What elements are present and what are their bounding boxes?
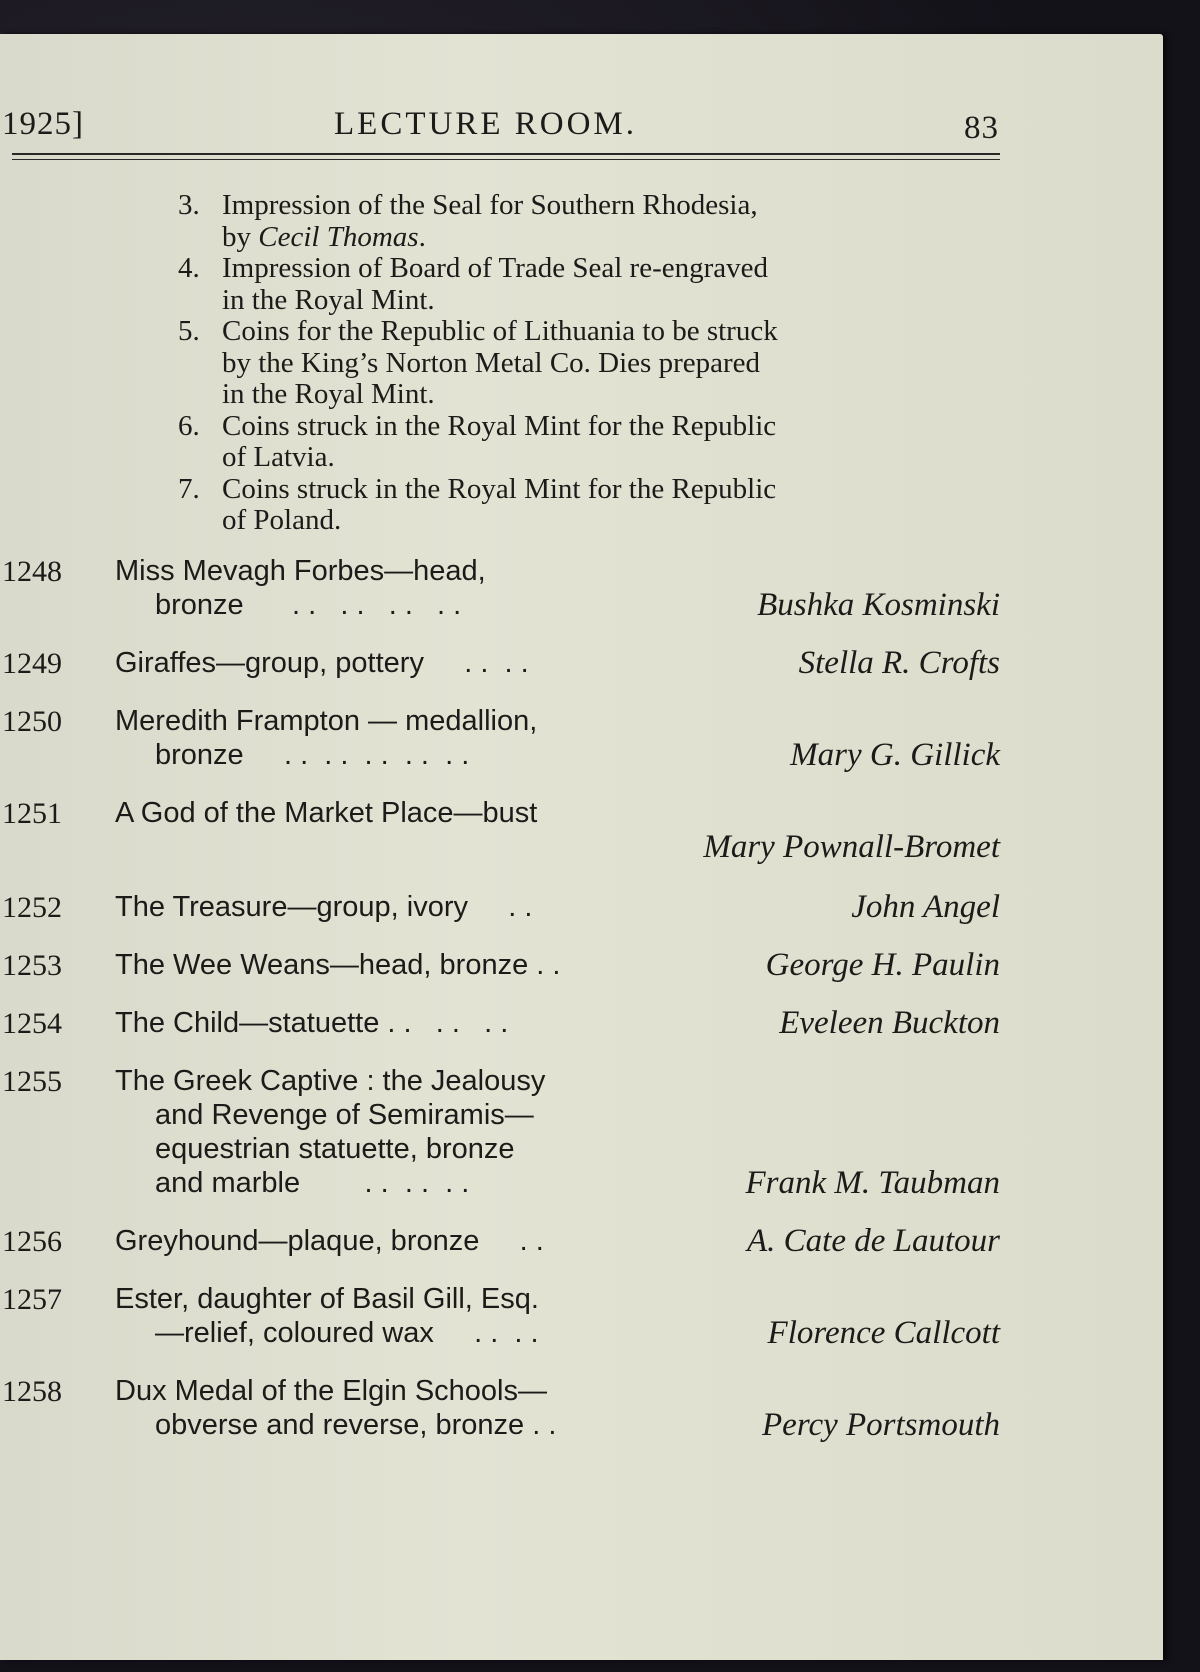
note-number: 4.	[178, 252, 200, 284]
entry-number: 1258	[2, 1375, 62, 1408]
entry-number: 1249	[2, 647, 62, 680]
catalogue-entry	[0, 646, 1005, 680]
catalogue-entry	[0, 554, 1005, 622]
entry-line	[0, 1224, 1005, 1258]
entry-line	[0, 1166, 1005, 1200]
entry-number: 1255	[2, 1065, 62, 1098]
entry-number: 1254	[2, 1007, 62, 1040]
note-line: of Poland.	[222, 504, 342, 536]
entry-artist: Eveleen Buckton	[779, 1005, 1000, 1041]
note-line: by the King’s Norton Metal Co. Dies prepared	[222, 346, 761, 379]
entry-title: The Greek Captive : the Jealousy	[115, 1065, 546, 1097]
note-line: Coins struck in the Royal Mint for the Republic	[222, 409, 777, 442]
note-item	[178, 411, 1000, 474]
header-rule	[12, 153, 1000, 155]
note-line: Coins struck in the Royal Mint for the Republic	[222, 472, 777, 505]
catalogue-entry	[0, 1064, 1005, 1200]
book-page	[0, 34, 1163, 1660]
catalogue-entry	[0, 1006, 1005, 1040]
catalogue-entry	[0, 1282, 1005, 1350]
entry-title: A God of the Market Place—bust	[115, 797, 538, 829]
entry-line	[0, 948, 1005, 982]
header-year: 1925]	[2, 106, 84, 142]
entry-artist: Frank M. Taubman	[745, 1165, 1000, 1201]
catalogue-entries	[0, 554, 1005, 1466]
header-rule-thin	[12, 159, 1000, 160]
entry-line	[0, 738, 1005, 772]
catalogue-entry	[0, 704, 1005, 772]
entry-artist: A. Cate de Lautour	[747, 1223, 1000, 1259]
page-number: 83	[964, 110, 999, 146]
entry-title: The Wee Weans—head, bronze . .	[115, 949, 561, 981]
note-number: 5.	[178, 315, 200, 347]
entry-title: The Treasure—group, ivory . .	[115, 891, 533, 923]
note-item	[178, 316, 1000, 411]
catalogue-entry	[0, 1374, 1005, 1442]
header-title: LECTURE ROOM.	[334, 106, 637, 142]
entry-title: Ester, daughter of Basil Gill, Esq.	[115, 1283, 539, 1315]
note-line: in the Royal Mint.	[222, 378, 435, 410]
entry-title-continued: —relief, coloured wax . . . .	[155, 1317, 539, 1349]
entry-title: Miss Mevagh Forbes—head,	[115, 555, 486, 587]
entry-line	[0, 1006, 1005, 1040]
entry-artist: Mary G. Gillick	[790, 737, 1000, 773]
entry-artist: Bushka Kosminski	[757, 587, 1000, 623]
entry-artist: John Angel	[851, 889, 1000, 925]
entry-artist: Stella R. Crofts	[798, 645, 1000, 681]
notes-list	[178, 190, 1000, 537]
entry-line	[0, 1408, 1005, 1442]
entry-number: 1252	[2, 891, 62, 924]
note-line: Coins for the Republic of Lithuania to be struck	[222, 315, 778, 347]
entry-title-continued: and marble . . . . . .	[155, 1167, 470, 1199]
entry-title-continued: equestrian statuette, bronze	[155, 1133, 515, 1165]
catalogue-entry	[0, 796, 1005, 866]
page-header	[0, 106, 1000, 156]
entry-title-continued: bronze . . . . . . . . . .	[155, 739, 470, 771]
entry-artist: Percy Portsmouth	[762, 1407, 1000, 1443]
catalogue-entry	[0, 890, 1005, 924]
note-number: 6.	[178, 409, 200, 442]
note-line: Impression of the Seal for Southern Rhodesia,	[222, 189, 758, 221]
entry-line	[0, 588, 1005, 622]
catalogue-entry	[0, 948, 1005, 982]
note-item	[178, 190, 1000, 253]
entry-title-continued: bronze . . . . . . . .	[155, 589, 462, 621]
note-line: of Latvia.	[222, 441, 335, 473]
entry-artist: Florence Callcott	[767, 1315, 1000, 1351]
entry-line	[0, 830, 1005, 866]
catalogue-entry	[0, 1224, 1005, 1258]
entry-line	[0, 646, 1005, 680]
note-number: 7.	[178, 472, 200, 505]
entry-number: 1257	[2, 1283, 62, 1316]
entry-number: 1250	[2, 705, 62, 738]
entry-number: 1253	[2, 949, 62, 982]
entry-number: 1251	[2, 797, 62, 830]
entry-number: 1256	[2, 1225, 62, 1258]
entry-number: 1248	[2, 555, 62, 588]
note-number: 3.	[178, 189, 200, 221]
entry-title-continued: and Revenge of Semiramis—	[155, 1099, 534, 1131]
entry-title: Greyhound—plaque, bronze . .	[115, 1225, 544, 1257]
entry-artist: Mary Pownall-Bromet	[703, 829, 1000, 865]
entry-title: Dux Medal of the Elgin Schools—	[115, 1375, 547, 1407]
entry-line	[0, 890, 1005, 924]
entry-title: The Child—statuette . . . . . .	[115, 1007, 509, 1039]
note-item	[178, 474, 1000, 537]
note-author: Cecil Thomas	[258, 220, 419, 253]
note-line: by Cecil Thomas.	[222, 220, 426, 253]
entry-artist: George H. Paulin	[765, 947, 1000, 983]
entry-line	[0, 1316, 1005, 1350]
entry-title: Meredith Frampton — medallion,	[115, 705, 538, 737]
note-line: in the Royal Mint.	[222, 283, 435, 316]
entry-title-continued: obverse and reverse, bronze . .	[155, 1409, 557, 1441]
entry-title: Giraffes—group, pottery . . . .	[115, 647, 529, 679]
note-line: Impression of Board of Trade Seal re-engraved	[222, 252, 769, 284]
note-item	[178, 253, 1000, 316]
